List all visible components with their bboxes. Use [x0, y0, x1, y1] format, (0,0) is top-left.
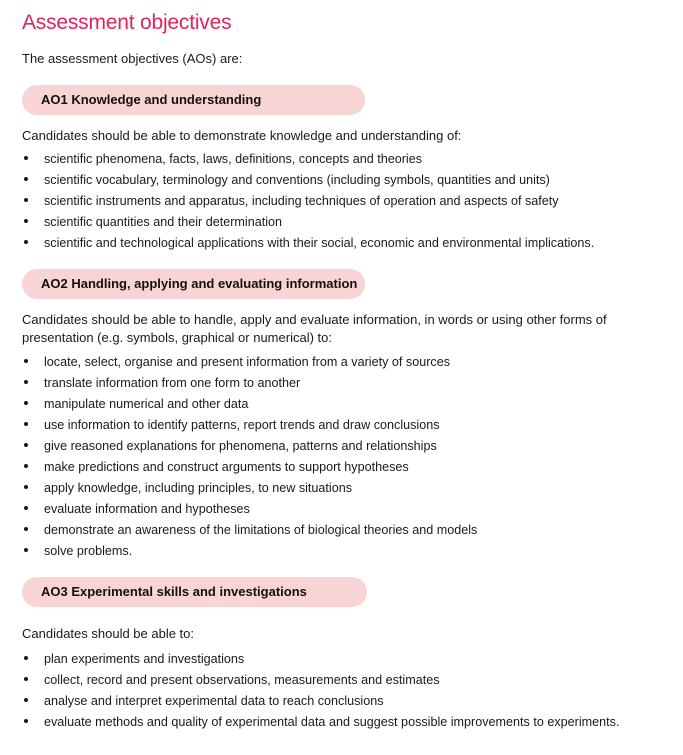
list-item: scientific phenomena, facts, laws, definitions, concepts and theories: [22, 150, 672, 171]
bullet-icon: [24, 548, 28, 552]
bullet-icon: [24, 485, 28, 489]
bullet-icon: [24, 464, 28, 468]
list-item: use information to identify patterns, report trends and draw conclusions: [22, 416, 672, 437]
list-item: demonstrate an awareness of the limitations of biological theories and models: [22, 521, 672, 542]
list-item: evaluate information and hypotheses: [22, 500, 672, 521]
bullet-icon: [24, 380, 28, 384]
bullet-icon: [24, 422, 28, 426]
list-item: scientific quantities and their determination: [22, 213, 672, 234]
ao2-lead: Candidates should be able to handle, apply and evaluate information, in words or using other forms of presentation (e.g. symbols, graphical or numerical) to:: [22, 312, 607, 345]
list-item: collect, record and present observations, measurements and estimates: [22, 671, 672, 692]
bullet-icon: [24, 156, 28, 160]
list-item: apply knowledge, including principles, to new situations: [22, 479, 672, 500]
list-item: translate information from one form to another: [22, 374, 672, 395]
ao1-heading: AO1 Knowledge and understanding: [22, 85, 365, 115]
ao1-lead: Candidates should be able to demonstrate knowledge and understanding of:: [22, 128, 462, 143]
bullet-icon: [24, 527, 28, 531]
list-item: solve problems.: [22, 542, 672, 563]
bullet-icon: [24, 677, 28, 681]
list-item: scientific vocabulary, terminology and conventions (including symbols, quantities and units): [22, 171, 672, 192]
bullet-icon: [24, 443, 28, 447]
bullet-icon: [24, 656, 28, 660]
list-item: give reasoned explanations for phenomena, patterns and relationships: [22, 437, 672, 458]
bullet-icon: [24, 401, 28, 405]
list-item: plan experiments and investigations: [22, 650, 672, 671]
bullet-icon: [24, 698, 28, 702]
ao2-list: [22, 353, 672, 563]
list-item: analyse and interpret experimental data to reach conclusions: [22, 692, 672, 713]
intro-text: The assessment objectives (AOs) are:: [22, 51, 243, 66]
list-item: locate, select, organise and present information from a variety of sources: [22, 353, 672, 374]
list-item: scientific instruments and apparatus, including techniques of operation and aspects of safety: [22, 192, 672, 213]
list-item: make predictions and construct arguments to support hypotheses: [22, 458, 672, 479]
ao3-list: [22, 650, 672, 734]
ao3-lead: Candidates should be able to:: [22, 626, 195, 641]
list-item: scientific and technological applications with their social, economic and environmental implications.: [22, 234, 672, 255]
bullet-icon: [24, 177, 28, 181]
ao2-heading: AO2 Handling, applying and evaluating information: [22, 269, 365, 299]
page-title: Assessment objectives: [22, 11, 232, 34]
bullet-icon: [24, 506, 28, 510]
bullet-icon: [24, 198, 28, 202]
list-item: evaluate methods and quality of experimental data and suggest possible improvements to experiments.: [22, 713, 672, 734]
bullet-icon: [24, 719, 28, 723]
bullet-icon: [24, 219, 28, 223]
ao3-heading: AO3 Experimental skills and investigations: [22, 577, 367, 607]
bullet-icon: [24, 359, 28, 363]
list-item: manipulate numerical and other data: [22, 395, 672, 416]
bullet-icon: [24, 240, 28, 244]
ao1-list: [22, 150, 672, 255]
